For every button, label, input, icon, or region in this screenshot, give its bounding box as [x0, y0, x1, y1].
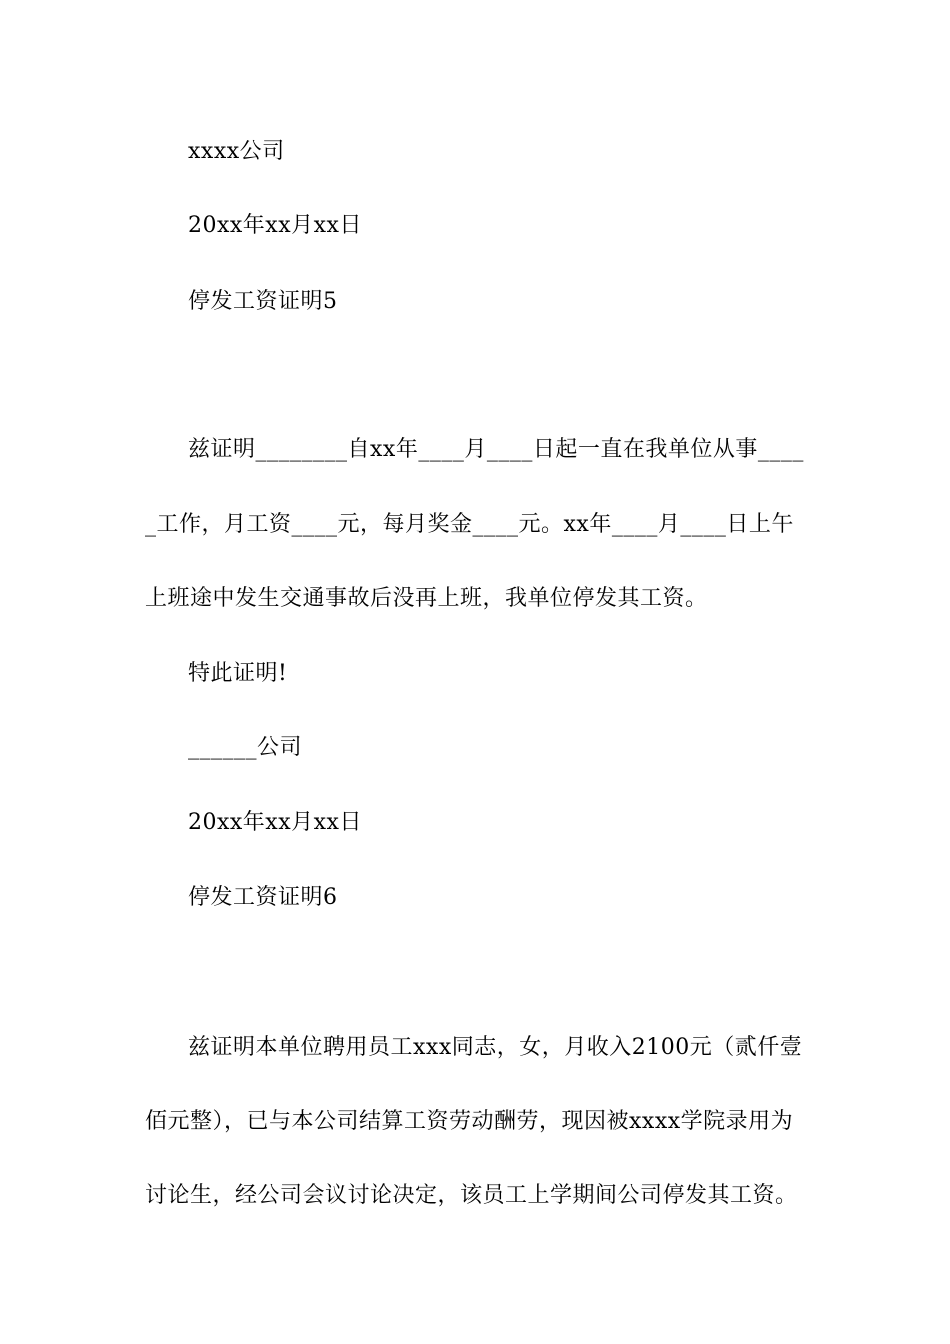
- paragraph-line: 佰元整），已与本公司结算工资劳动酬劳，现因被xxxx学院录用为: [145, 1109, 794, 1134]
- section-heading: 停发工资证明6: [188, 885, 338, 910]
- closing-statement: 特此证明!: [188, 661, 288, 686]
- paragraph-line: 上班途中发生交通事故后没再上班，我单位停发其工资。: [145, 586, 708, 611]
- company-name: xxxx公司: [188, 139, 285, 164]
- issue-date: 20xx年xx月xx日: [188, 213, 362, 238]
- paragraph-line: 兹证明本单位聘用员工xxx同志，女，月收入2100元（贰仟壹: [188, 1035, 803, 1060]
- paragraph-line: 讨论生，经公司会议讨论决定，该员工上学期间公司停发其工资。: [145, 1183, 798, 1208]
- paragraph-line: 兹证明________自xx年____月____日起一直在我单位从事____: [188, 437, 804, 462]
- issue-date: 20xx年xx月xx日: [188, 810, 362, 835]
- paragraph-line: _工作，月工资____元，每月奖金____元。xx年____月____日上午: [145, 512, 794, 537]
- company-name: ______公司: [188, 735, 303, 760]
- section-heading: 停发工资证明5: [188, 289, 338, 314]
